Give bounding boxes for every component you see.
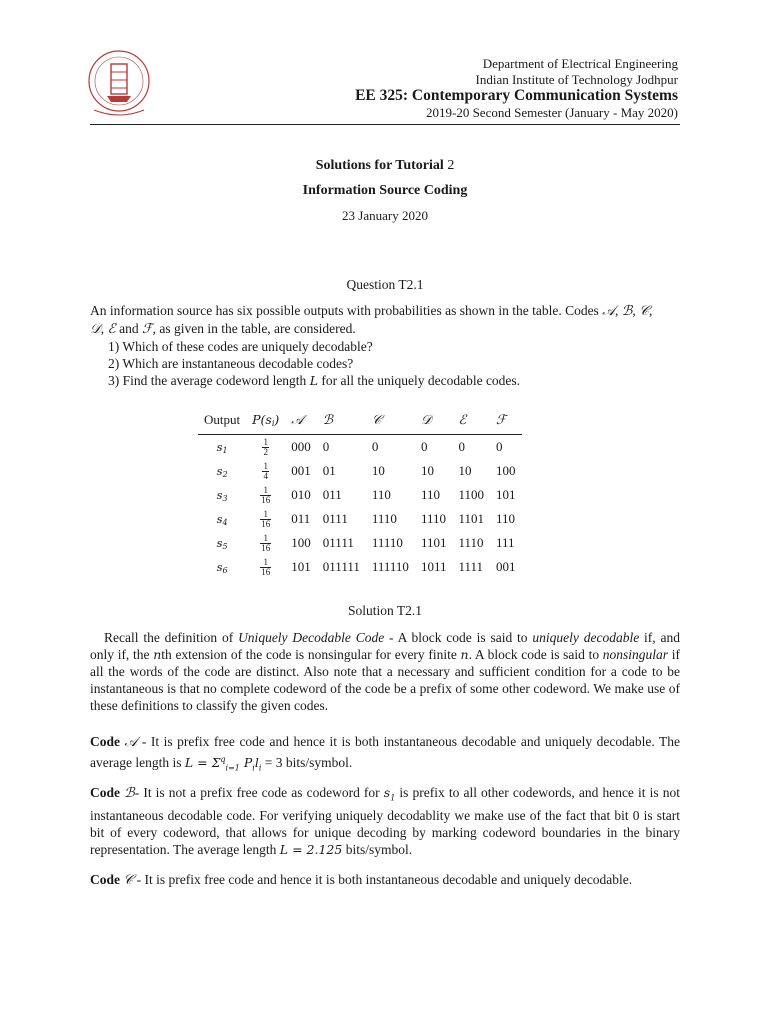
output-symbol: $s_3$ [216, 487, 228, 503]
codeword-cell: 0111 [322, 511, 348, 526]
codeword-cell: 100 [496, 463, 516, 478]
output-symbol: $s_2$ [216, 463, 228, 479]
iit-jodhpur-logo [78, 46, 160, 124]
header-divider [90, 124, 680, 125]
solutions-title [90, 158, 680, 174]
codeword-cell: 0 [458, 439, 465, 454]
intro-text-b: , as given in the table, are considered. [152, 321, 356, 336]
solutions-label: Solutions for Tutorial [315, 158, 444, 173]
codeword-cell: 10 [458, 463, 472, 478]
probability-fraction: $\frac{1}{16}$ [261, 532, 271, 553]
codeword-cell: 110 [371, 487, 391, 502]
solution-heading: Solution T2.1 [347, 603, 422, 618]
header-output: Output [198, 410, 246, 435]
avg-length-formula-a: $L = \Sigma^q_{i=1}$ $P_il_i$ [184, 755, 262, 773]
header-code-b: ℬ [317, 410, 366, 435]
codeword-cell: 1100 [458, 487, 484, 502]
document-date: 23 January 2020 [342, 208, 428, 223]
codeword-cell: 1110 [458, 535, 484, 550]
codeword-cell: 01 [322, 463, 336, 478]
term-uniquely-decodable-code: Uniquely Decodable Code [238, 630, 385, 645]
probability-fraction: $\frac{1}{16}$ [261, 556, 271, 577]
header-code-f: ℱ [490, 410, 522, 435]
term-nonsingular: nonsingular [602, 647, 669, 662]
avg-length-value-b: L = 2.125 [279, 841, 343, 857]
codeword-cell: 01111 [322, 535, 354, 550]
header-code-a: 𝒜 [285, 410, 317, 435]
probability-fraction: $\frac{1}{16}$ [261, 484, 271, 505]
codeword-cell: 111110 [371, 559, 409, 574]
table-row [198, 555, 522, 579]
table-row [198, 483, 522, 507]
solution-paragraph-definitions: Recall the definition of Uniquely Decodable Code - A block code is said to uniquely decodable if, and only if, the nth extension of the code is nonsingular for every finite n. A block code is said to nonsingular if all the words of the code are distinct. Also note that a necessary and sufficient condition for a code to be instantaneous is that no complete codeword of the code be a prefix of some other codeword. We make use of these definitions to classify the given codes. [90, 630, 680, 713]
table-body [198, 435, 522, 580]
institute-name: Indian Institute of Technology Jodhpur [475, 72, 678, 87]
codeword-cell: 11110 [371, 535, 403, 550]
table-row [198, 531, 522, 555]
table-row [198, 507, 522, 531]
codeword-cell: 011111 [322, 559, 360, 574]
codeword-cell: 001 [291, 463, 311, 478]
solution-code-b: Code ℬ- It is not a prefix free code as codeword for $s_1$ is prefix to all other codewords, and hence it is not instantaneous decodable code. For verifying uniquely decodablity we make use of the fact that bit 0 is start bit of every codeword, that allows for unique decoding by marking codeword boundaries in the binary representation. The average length L = 2.125 bits/symbol. [90, 785, 680, 857]
table-row [198, 435, 522, 460]
codeword-cell: 1111 [458, 559, 484, 574]
term-uniquely-decodable: uniquely decodable [532, 630, 640, 645]
output-symbol: $s_1$ [216, 439, 228, 455]
solution-code-a: Code 𝒜 - It is prefix free code and hence it is both instantaneous decodable and uniquely decodable. The average length is $L = \Sigma^q_{i=1}$ $P_il_i = 3$ bits/symbol. [90, 734, 680, 773]
codeword-cell: 0 [420, 439, 428, 454]
codeword-cell: 0 [322, 439, 330, 454]
probability-fraction: $\frac{1}{16}$ [261, 508, 271, 529]
header-code-d: 𝒟 [415, 410, 453, 435]
header-probability: $P(s_i)$ [246, 410, 285, 435]
codeword-cell: 001 [496, 559, 516, 574]
question-item-2: 2) Which are instantaneous decodable codes? [108, 356, 354, 371]
codeword-cell: 10 [371, 463, 385, 478]
course-title: EE 325: Contemporary Communication Systems [355, 87, 678, 104]
probability-fraction: $\frac{1}{4}$ [263, 460, 268, 481]
codeword-cell: 101 [496, 487, 516, 502]
codeword-cell: 1101 [458, 511, 484, 526]
department-name: Department of Electrical Engineering [482, 56, 678, 71]
tutorial-number: 2 [447, 158, 455, 173]
output-symbol: $s_5$ [216, 535, 228, 551]
header-code-c: 𝒞 [366, 410, 415, 435]
codeword-cell: 100 [291, 535, 311, 550]
codeword-cell: 111 [496, 535, 515, 550]
semester-line: 2019-20 Second Semester (January - May 2020) [426, 105, 678, 120]
solution-code-c: Code 𝒞 - It is prefix free code and hence it is both instantaneous decodable and uniquely decodable. [90, 872, 633, 888]
question-intro: An information source has six possible outputs with probabilities as shown in the table. Codes 𝒜, ℬ, 𝒞, 𝒟, ℰ and ℱ, as given in the table, are considered. 1) Which of these codes are uniquely decodable? 2) Which are instantaneous decodable codes? 3) Find the average codeword length L for all the uniquely decodable codes. [90, 302, 680, 389]
codeword-cell: 101 [291, 559, 311, 574]
codeword-cell: 110 [420, 487, 440, 502]
codeword-cell: 011 [291, 511, 311, 526]
probability-fraction: $\frac{1}{2}$ [263, 436, 268, 457]
output-symbol: $s_4$ [216, 511, 228, 527]
header-code-e: ℰ [452, 410, 490, 435]
codeword-cell: 1101 [420, 535, 447, 550]
question-item-1: 1) Which of these codes are uniquely decodable? [108, 339, 373, 354]
question-item-3: 3) Find the average codeword length L for all the uniquely decodable codes. [108, 373, 521, 388]
topic-title: Information Source Coding [302, 183, 468, 198]
codeword-cell: 10 [420, 463, 434, 478]
codeword-cell: 110 [496, 511, 516, 526]
intro-text-a: An information source has six possible outputs with probabilities as shown in the table. Codes [90, 303, 603, 318]
intro-and: and [115, 321, 142, 336]
output-symbol: $s_6$ [216, 559, 228, 575]
codeword-cell: 010 [291, 487, 311, 502]
codeword-cell: 000 [291, 439, 311, 454]
table-header-row [198, 410, 522, 435]
codeword-cell: 0 [371, 439, 379, 454]
codeword-cell: 0 [496, 439, 503, 454]
codeword-cell: 1110 [371, 511, 397, 526]
codeword-cell: 011 [322, 487, 342, 502]
question-heading: Question T2.1 [346, 277, 424, 292]
code-table [198, 410, 522, 579]
codeword-cell: 1011 [420, 559, 447, 574]
codeword-cell: 1110 [420, 511, 446, 526]
table-row [198, 459, 522, 483]
